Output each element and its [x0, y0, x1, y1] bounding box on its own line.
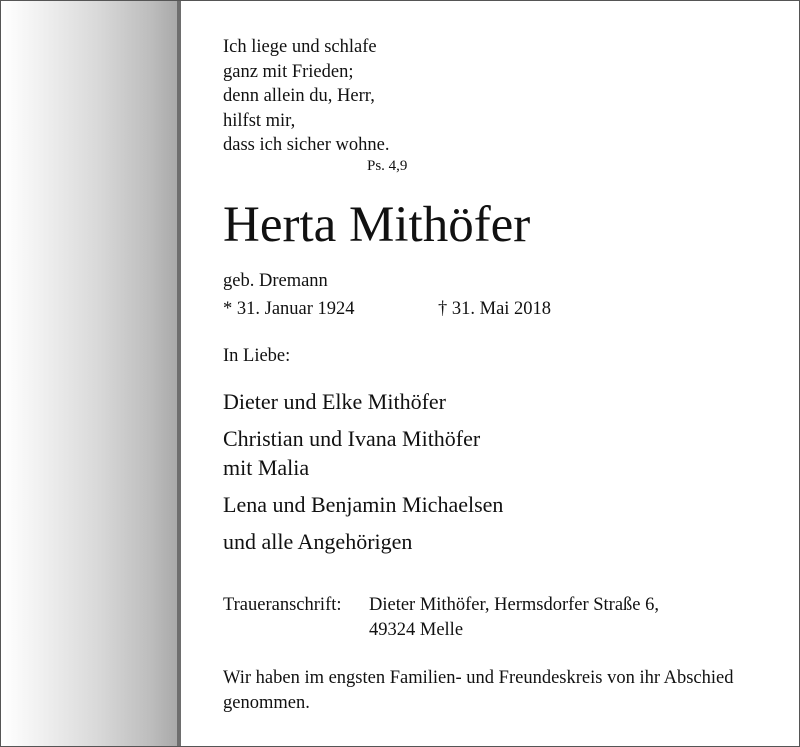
birth-name: geb. Dremann	[223, 271, 328, 291]
mourners-intro: In Liebe:	[223, 346, 291, 366]
mourner-line: mit Malia	[223, 455, 310, 480]
mourner-line: und alle Angehörigen	[223, 529, 413, 554]
deceased-name: Herta Mithöfer	[223, 197, 531, 253]
birth-date: * 31. Januar 1924	[223, 299, 355, 319]
vertical-divider	[177, 1, 181, 746]
mourners-list	[223, 387, 503, 564]
verse-line: dass ich sicher wohne.	[223, 135, 390, 155]
mourner-entry	[223, 490, 503, 519]
mourner-line: Lena und Benjamin Michaelsen	[223, 492, 504, 517]
gray-gradient-panel	[1, 1, 177, 746]
verse-reference: Ps. 4,9	[367, 158, 408, 174]
verse-line: Ich liege und schlafe	[223, 37, 377, 57]
mourner-entry	[223, 424, 503, 482]
closing-note: Wir haben im engsten Familien- und Freundeskreis von ihr Abschied genommen.	[223, 668, 734, 713]
mourner-entry	[223, 527, 503, 556]
bible-verse	[223, 35, 389, 158]
mourner-entry	[223, 387, 503, 416]
death-date: † 31. Mai 2018	[438, 299, 552, 319]
address-line-1: Dieter Mithöfer, Hermsdorfer Straße 6,	[369, 595, 660, 615]
address-line-2: 49324 Melle	[369, 620, 464, 640]
verse-line: hilfst mir,	[223, 110, 296, 131]
obituary-content	[223, 0, 800, 747]
mourner-line: Christian und Ivana Mithöfer	[223, 426, 481, 451]
mourner-line: Dieter und Elke Mithöfer	[223, 389, 446, 414]
verse-line: denn allein du, Herr,	[223, 86, 375, 106]
verse-line: ganz mit Frieden;	[223, 61, 354, 82]
address-label: Traueranschrift:	[223, 595, 342, 615]
